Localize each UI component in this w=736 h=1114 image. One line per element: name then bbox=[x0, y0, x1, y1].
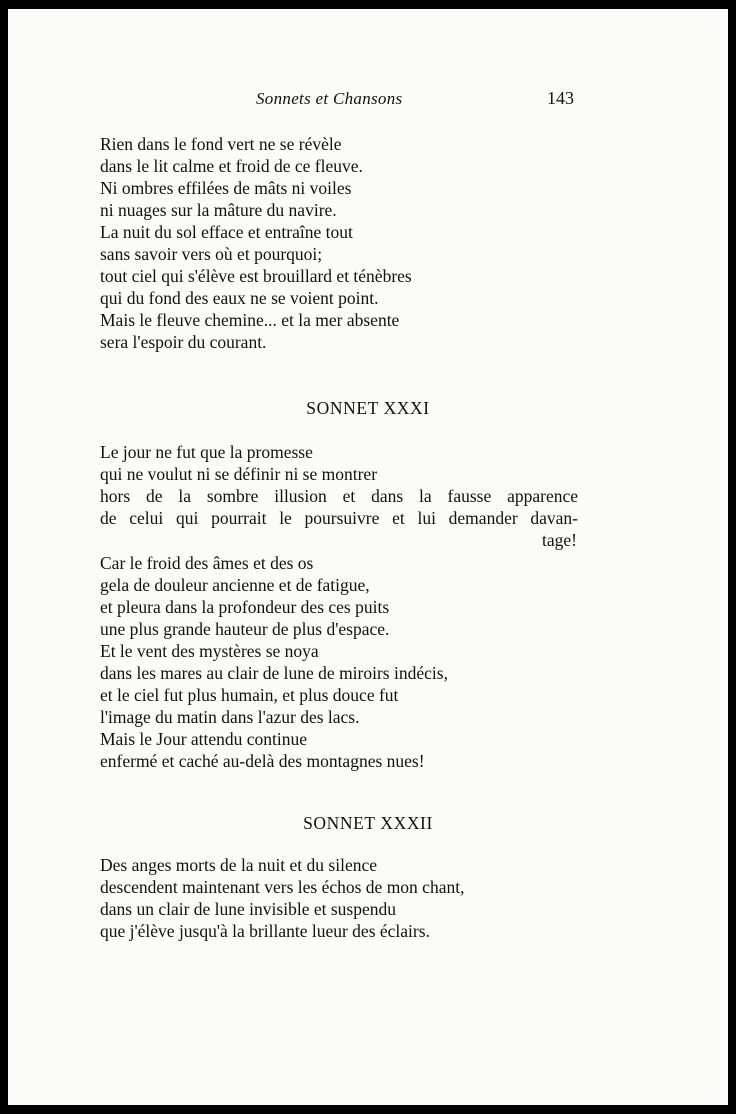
verse-line: enfermé et caché au-delà des montagnes nues! bbox=[100, 751, 425, 771]
verse-line: tout ciel qui s'élève est brouillard et ténèbres bbox=[100, 266, 412, 286]
verse-line: La nuit du sol efface et entraîne tout bbox=[100, 222, 353, 242]
verse-line: gela de douleur ancienne et de fatigue, bbox=[100, 575, 370, 595]
sonnet-xxxi-heading: SONNET XXXI bbox=[306, 398, 430, 418]
verse-line: descendent maintenant vers les échos de mon chant, bbox=[100, 877, 465, 897]
verse-line: dans un clair de lune invisible et suspendu bbox=[100, 899, 396, 919]
verse-line: hors de la sombre illusion et dans la fausse apparence bbox=[100, 486, 578, 506]
verse-line: Mais le Jour attendu continue bbox=[100, 729, 308, 749]
verse-line: et pleura dans la profondeur des ces puits bbox=[100, 597, 390, 617]
verse-line: de celui qui pourrait le poursuivre et lui demander davan- bbox=[100, 508, 578, 528]
verse-line: Ni ombres effilées de mâts ni voiles bbox=[100, 178, 352, 198]
verse-line: ni nuages sur la mâture du navire. bbox=[100, 200, 337, 220]
page-number: 143 bbox=[547, 88, 574, 108]
verse-line: l'image du matin dans l'azur des lacs. bbox=[100, 707, 360, 727]
verse-line: Mais le fleuve chemine... et la mer absente bbox=[100, 310, 400, 330]
verse-line: une plus grande hauteur de plus d'espace. bbox=[100, 619, 390, 639]
verse-line: dans le lit calme et froid de ce fleuve. bbox=[100, 156, 363, 176]
verse-line: Rien dans le fond vert ne se révèle bbox=[100, 134, 342, 154]
sonnet-xxxii-heading: SONNET XXXII bbox=[303, 813, 433, 833]
verse-line: Des anges morts de la nuit et du silence bbox=[100, 855, 378, 875]
verse-line: que j'élève jusqu'à la brillante lueur des éclairs. bbox=[100, 921, 430, 941]
verse-line: dans les mares au clair de lune de miroirs indécis, bbox=[100, 663, 448, 683]
verse-line: et le ciel fut plus humain, et plus douce fut bbox=[100, 685, 399, 705]
verse-line: Et le vent des mystères se noya bbox=[100, 641, 319, 661]
running-title: Sonnets et Chansons bbox=[256, 89, 403, 108]
verse-line: Le jour ne fut que la promesse bbox=[100, 442, 313, 462]
verse-line: qui ne voulut ni se définir ni se montrer bbox=[100, 464, 378, 484]
verse-line: Car le froid des âmes et des os bbox=[100, 553, 314, 573]
verse-line-continuation: tage! bbox=[542, 530, 577, 550]
verse-line: qui du fond des eaux ne se voient point. bbox=[100, 288, 379, 308]
verse-line: sera l'espoir du courant. bbox=[100, 332, 267, 352]
book-page bbox=[8, 9, 728, 1105]
verse-line: sans savoir vers où et pourquoi; bbox=[100, 244, 323, 264]
